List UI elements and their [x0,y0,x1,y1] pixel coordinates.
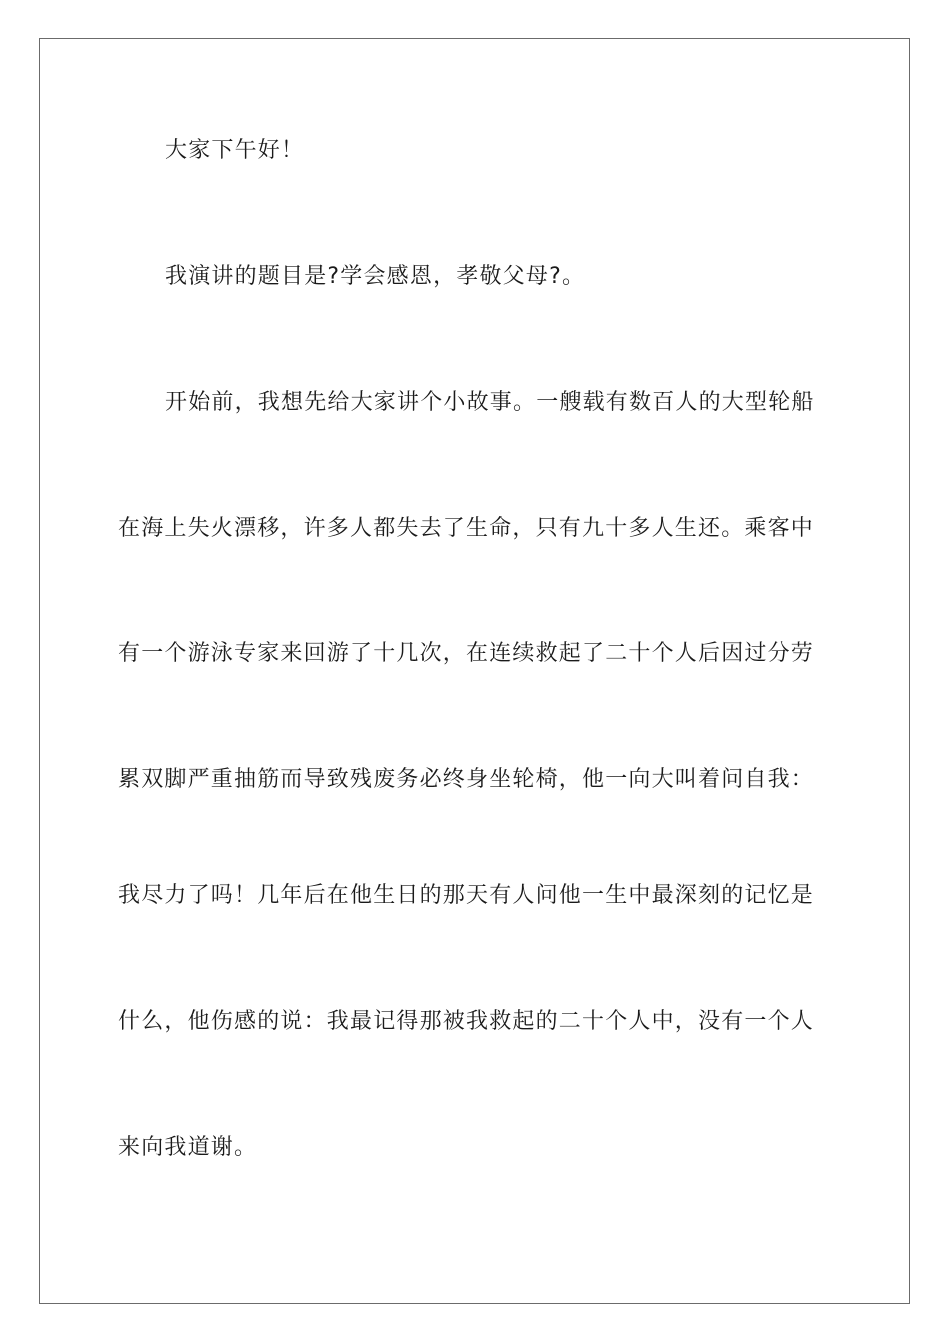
story-line-2: 在海上失火漂移，许多人都失去了生命，只有九十多人生还。乘客中 [118,516,815,541]
story-line-3: 有一个游泳专家来回游了十几次，在连续救起了二十个人后因过分劳 [118,641,815,666]
page-border [39,38,910,1304]
greeting-line: 大家下午好！ [165,138,305,163]
story-line-4: 累双脚严重抽筋而导致残废务必终身坐轮椅，他一向大叫着问自我： [118,767,815,792]
story-line-6: 什么，他伤感的说：我最记得那被我救起的二十个人中，没有一个人 [118,1009,815,1034]
speech-title-line: 我演讲的题目是?学会感恩，孝敬父母?。 [165,264,586,289]
story-line-7: 来向我道谢。 [118,1135,258,1160]
story-line-1: 开始前，我想先给大家讲个小故事。一艘载有数百人的大型轮船 [165,390,815,415]
story-line-5: 我尽力了吗！几年后在他生日的那天有人问他一生中最深刻的记忆是 [118,883,815,908]
